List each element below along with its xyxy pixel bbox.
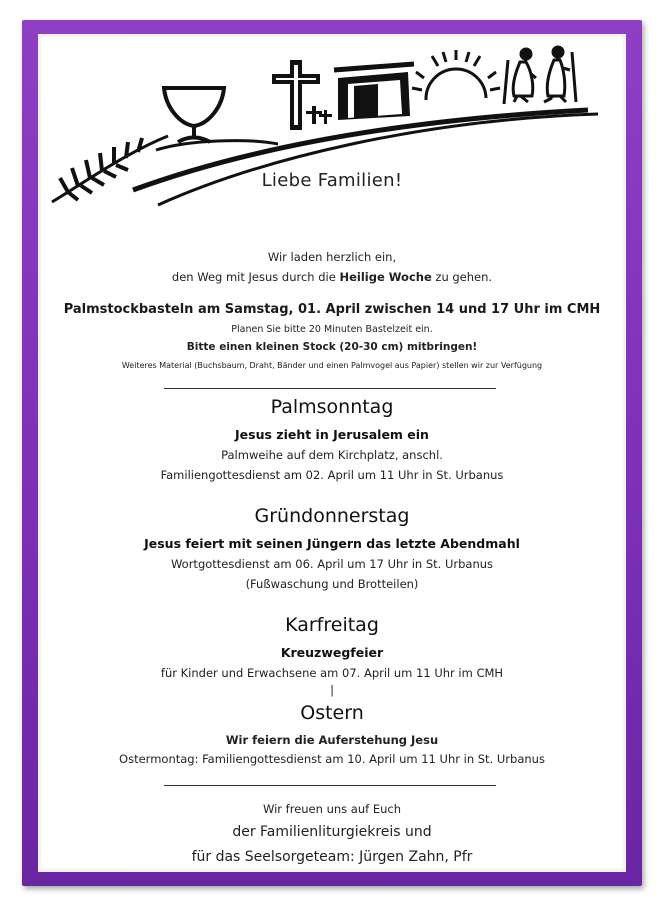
- divider-top: [164, 388, 496, 389]
- footer-line-1: Wir freuen uns auf Euch: [262, 802, 402, 816]
- pilgrims-icon: [504, 47, 576, 104]
- sunrise-icon: [412, 50, 500, 100]
- intro-text-end: zu gehen.: [431, 270, 493, 284]
- footer-signature: für das Seelsorgeteam: Jürgen Zahn, Pfr: [191, 849, 473, 865]
- event-subtitle-palmsonntag: Jesus zieht in Jerusalem ein: [235, 427, 429, 442]
- footer-line-2: der Familienliturgiekreis und: [232, 824, 432, 840]
- event-title-gruendonnerstag: Gründonnerstag: [254, 505, 410, 527]
- intro-text: den Weg mit Jesus durch die: [171, 270, 340, 284]
- event-line-gruendonnerstag-1: Wortgottesdienst am 06. April um 17 Uhr in St. Urbanus: [170, 557, 494, 571]
- intro-bold-text: Heilige Woche: [339, 270, 432, 284]
- crafting-note-2: Bitte einen kleinen Stock (20-30 cm) mitbringen!: [186, 341, 478, 353]
- divider-bottom: [164, 785, 496, 786]
- event-line-karfreitag-1: für Kinder und Erwachsene am 07. April um 11 Uhr im CMH: [160, 666, 504, 680]
- event-title-ostern: Ostern: [300, 702, 364, 724]
- cross-icon: [272, 60, 332, 130]
- event-title-palmsonntag: Palmsonntag: [270, 396, 394, 418]
- palm-branch-icon: [52, 136, 168, 202]
- crafting-note-1: Planen Sie bitte 20 Minuten Bastelzeit ein.: [231, 324, 433, 335]
- intro-line-1: Wir laden herzlich ein,: [267, 250, 397, 264]
- event-line-palmsonntag-2: Familiengottesdienst am 02. April um 11 Uhr in St. Urbanus: [160, 468, 504, 482]
- event-line-gruendonnerstag-2: (Fußwaschung und Brotteilen): [245, 577, 419, 591]
- event-subtitle-gruendonnerstag: Jesus feiert mit seinen Jüngern das letzte Abendmahl: [144, 536, 520, 551]
- crafting-note-3: Weiteres Material (Buchsbaum, Draht, Bänder und einen Palmvogel aus Papier) stellen wir zur Verfügung: [121, 361, 543, 370]
- greeting-title: Liebe Familien!: [261, 170, 403, 191]
- tomb-icon: [334, 64, 414, 120]
- chalice-icon: [156, 88, 278, 150]
- intro-line-2: [38, 270, 626, 284]
- event-line-ostern-1: Ostermontag: Familiengottesdienst am 10. April um 11 Uhr in St. Urbanus: [119, 752, 545, 766]
- event-subtitle-ostern: Wir feiern die Auferstehung Jesu: [225, 733, 439, 747]
- event-line-palmsonntag-1: Palmweihe auf dem Kirchplatz, anschl.: [221, 448, 443, 462]
- event-subtitle-karfreitag: Kreuzwegfeier: [280, 645, 384, 660]
- crafting-headline: Palmstockbasteln am Samstag, 01. April zwischen 14 und 17 Uhr im CMH: [63, 302, 601, 317]
- event-title-karfreitag: Karfreitag: [285, 614, 379, 636]
- event-line-karfreitag-2: |: [330, 683, 334, 697]
